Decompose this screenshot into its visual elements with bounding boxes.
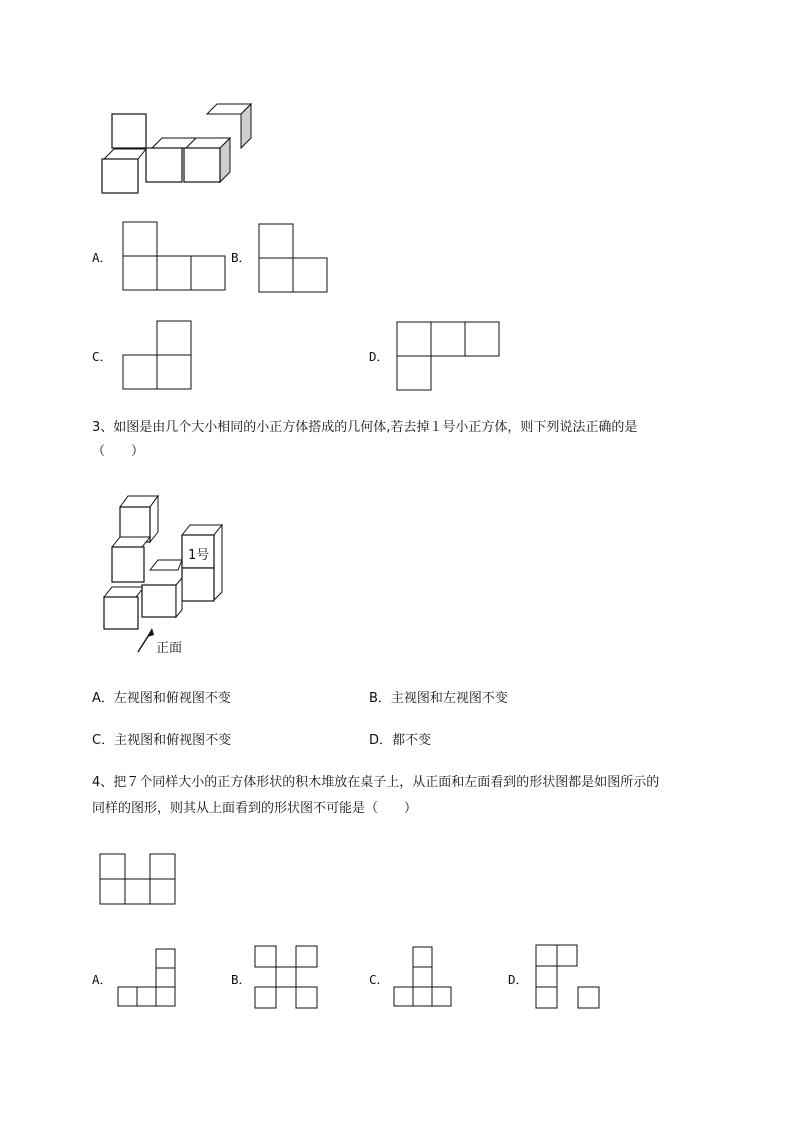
q2-option-c-figure[interactable]	[122, 320, 194, 392]
q2-cube-figure	[95, 98, 235, 198]
q3-cube-label: 1号	[188, 548, 210, 563]
q4-option-c-figure[interactable]	[393, 946, 455, 1008]
q2-option-b-label[interactable]: B．	[231, 250, 252, 265]
q4-option-b-figure[interactable]	[254, 945, 320, 1011]
q2-option-c-label[interactable]: C．	[92, 349, 113, 364]
q3-option-c[interactable]: C．主视图和俯视图不变	[92, 733, 232, 748]
q4-option-a-label[interactable]: A．	[92, 972, 113, 987]
q3-option-b[interactable]: B．主视图和左视图不变	[369, 691, 508, 706]
q3-front-label: 正面	[156, 641, 183, 656]
q3-option-a[interactable]: A．左视图和俯视图不变	[92, 691, 231, 706]
q2-option-d-figure[interactable]	[396, 321, 502, 393]
q4-stem-line-2: 同样的图形，则其从上面看到的形状图不可能是（ ）	[92, 801, 418, 816]
q3-stem: 3、如图是由几个大小相同的小正方体搭成的几何体,若去掉１号小正方体，则下列说法正确的是	[92, 420, 638, 435]
q4-option-b-label[interactable]: B．	[231, 972, 252, 987]
q2-option-b-figure[interactable]	[258, 223, 330, 295]
q2-option-a-label[interactable]: A．	[92, 250, 113, 265]
q2-option-a-figure[interactable]	[122, 221, 228, 293]
q4-option-c-label[interactable]: C．	[369, 972, 390, 987]
q3-option-d[interactable]: D．都不变	[369, 733, 432, 748]
q4-option-d-figure[interactable]	[535, 944, 603, 1010]
q4-view-figure	[99, 853, 179, 909]
q4-option-d-label[interactable]: D．	[508, 972, 529, 987]
q4-option-a-figure[interactable]	[117, 948, 179, 1010]
q3-paren: （ ）	[92, 444, 145, 459]
q4-stem-line-1: 4、把７个同样大小的正方体形状的积木堆放在桌子上，从正面和左面看到的形状图都是如图所示的	[92, 775, 660, 790]
q2-option-d-label[interactable]: D．	[369, 349, 390, 364]
